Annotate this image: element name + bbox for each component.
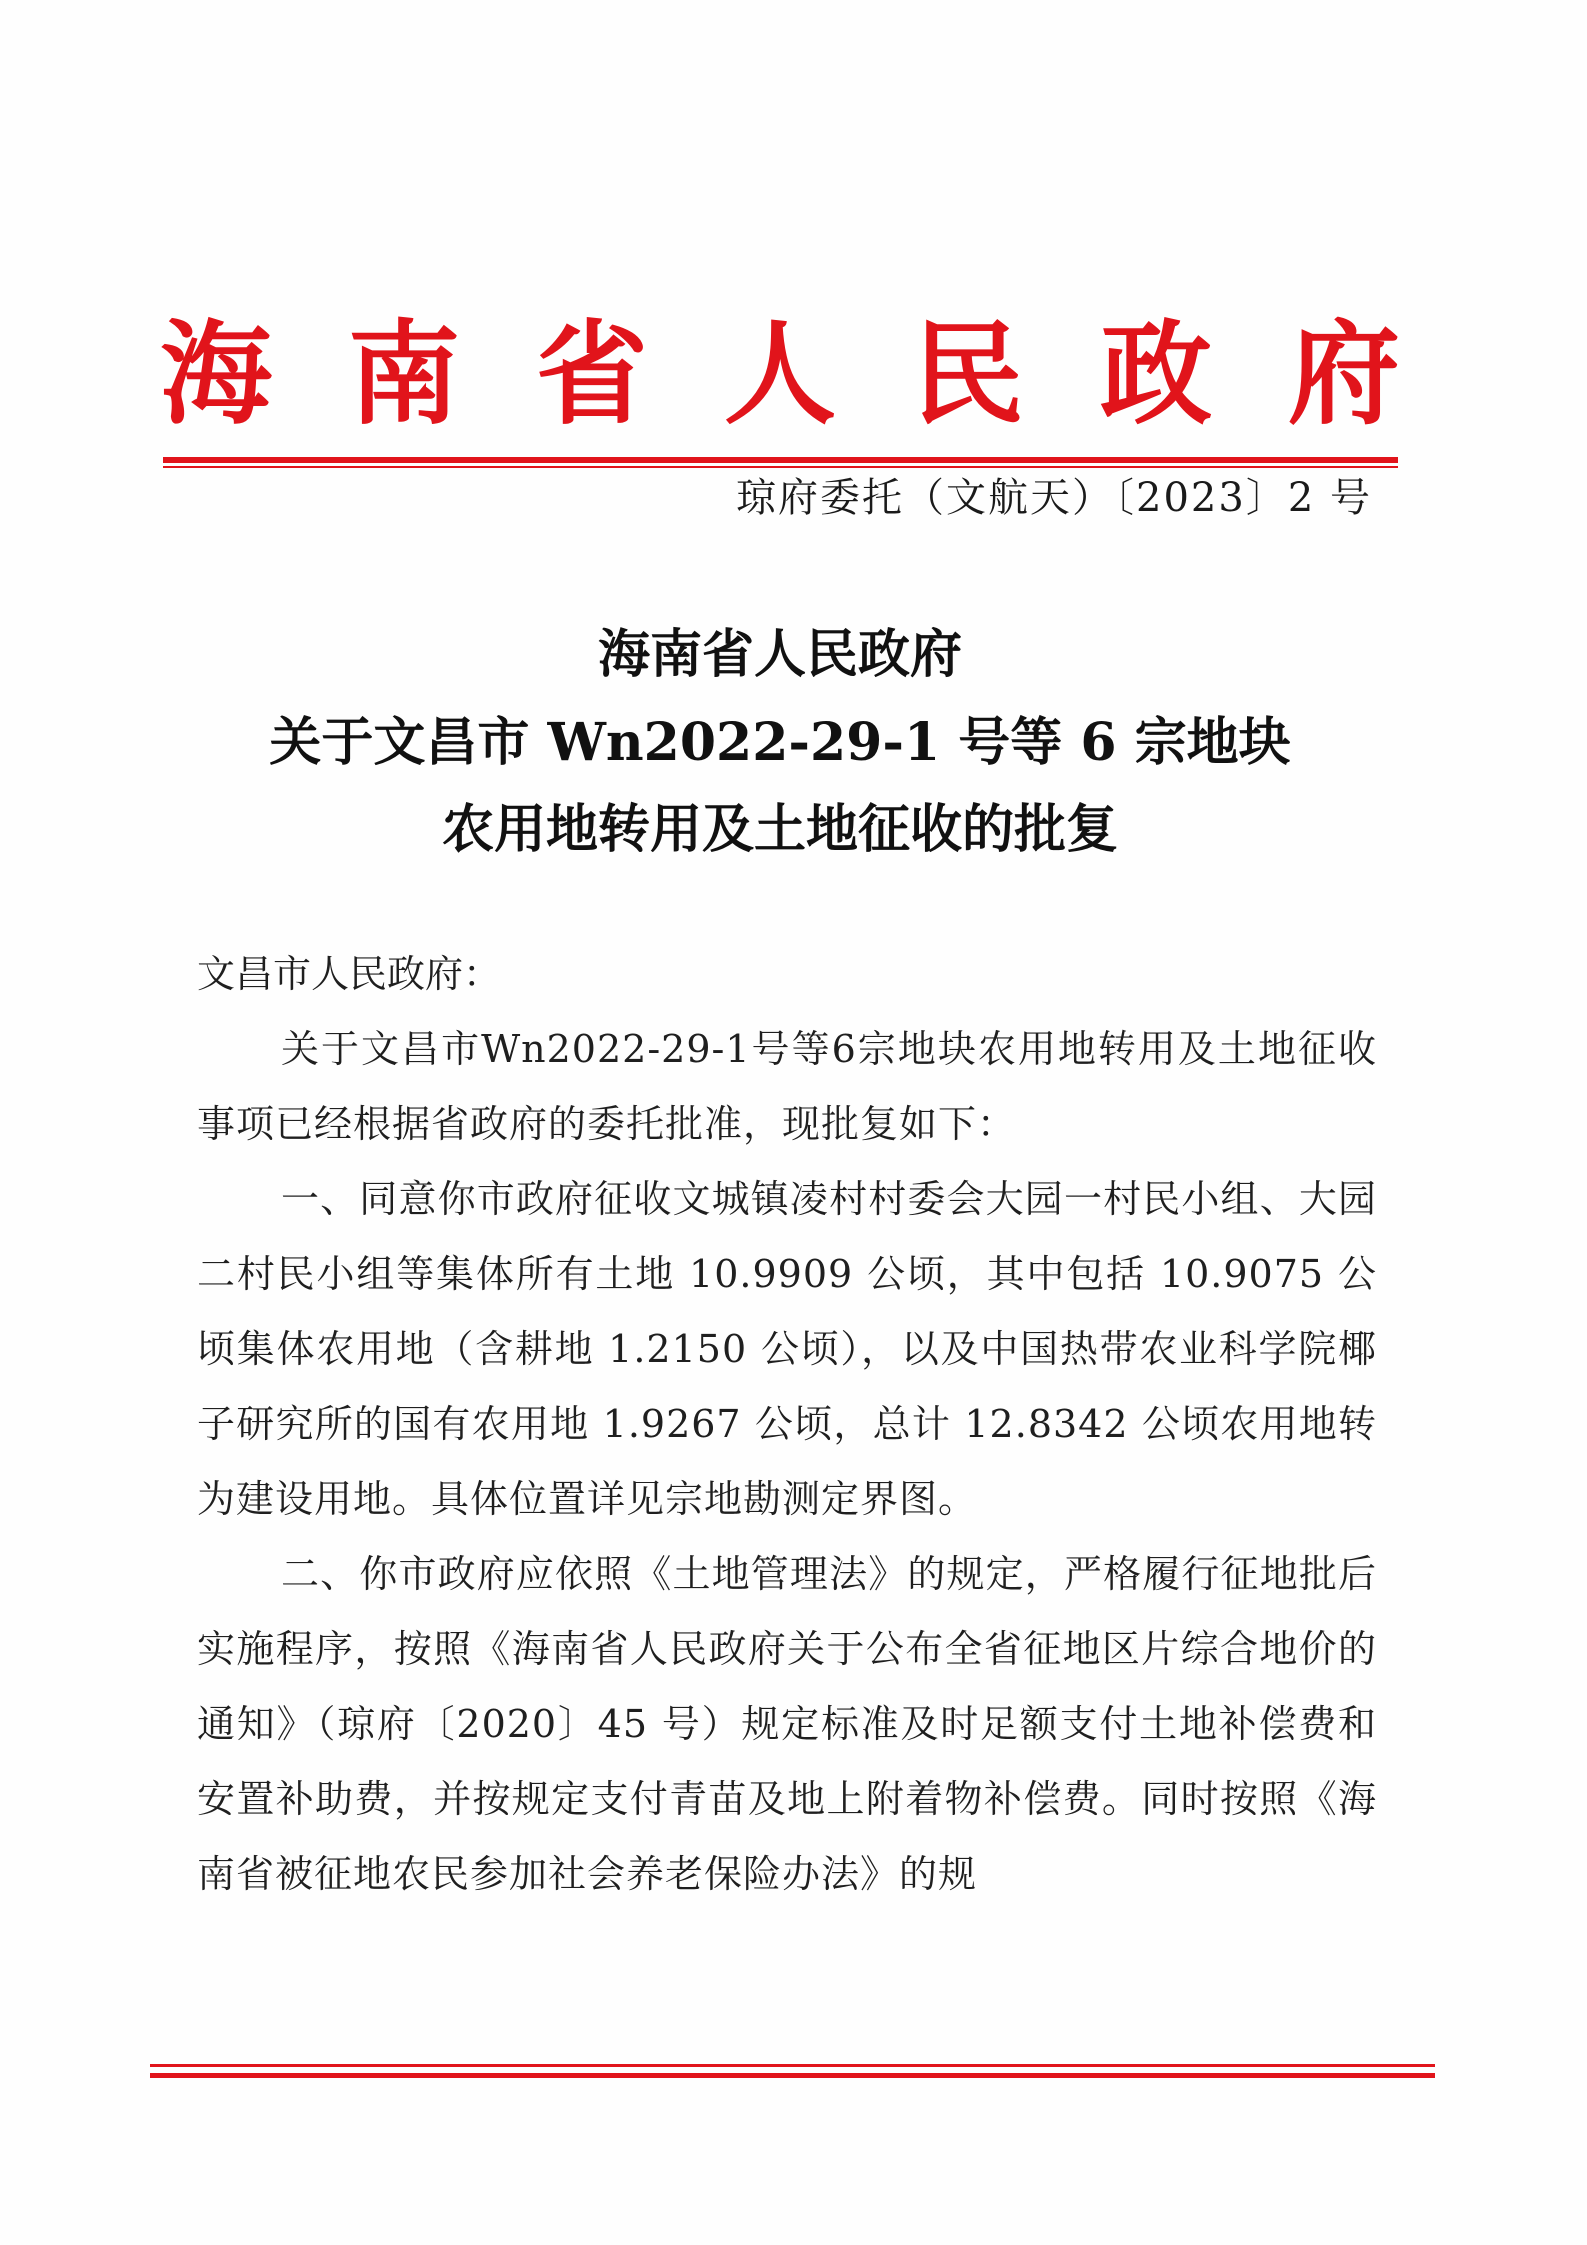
masthead-char: 南 xyxy=(348,310,460,440)
red-rule-top xyxy=(163,457,1398,463)
title-line-1: 海南省人民政府 xyxy=(597,624,962,685)
masthead-char: 人 xyxy=(724,310,836,440)
paragraph-item-2: 二、你市政府应依照《土地管理法》的规定，严格履行征地批后实施程序，按照《海南省人民政府关于公布全省征地区片综合地价的通知》（琼府〔2020〕45 号）规定标准及时足额支付土地补偿费和安置补助费，并按规定支付青苗及地上附着物补偿费。同时按照《海南省被征地农民参加社会养老保险办法》的规 xyxy=(197,1552,1377,1896)
title-line-3: 农用地转用及土地征收的批复 xyxy=(441,799,1118,860)
salutation: 文昌市人民政府： xyxy=(197,952,502,996)
masthead-char: 民 xyxy=(912,310,1024,440)
masthead-char: 省 xyxy=(536,310,648,440)
red-rule-bottom xyxy=(150,2073,1435,2078)
document-number: 琼府委托（文航天）〔2023〕2 号 xyxy=(736,475,1372,521)
masthead-char: 海 xyxy=(160,310,272,440)
paragraph-intro: 关于文昌市Wn2022-29-1号等6宗地块农用地转用及土地征收事项已经根据省政府的委托批准，现批复如下： xyxy=(197,1027,1377,1146)
title-line-2: 关于文昌市 Wn2022-29-1 号等 6 宗地块 xyxy=(269,712,1291,773)
masthead xyxy=(160,300,1400,450)
document-body xyxy=(197,1012,1377,1912)
masthead-char: 政 xyxy=(1100,310,1212,440)
red-rule-bottom-thin xyxy=(150,2064,1435,2067)
paragraph-item-1: 一、同意你市政府征收文城镇凌村村委会大园一村民小组、大园二村民小组等集体所有土地 10.9909 公顷，其中包括 10.9075 公顷集体农用地（含耕地 1.2150 公顷），以及中国热带农业科学院椰子研究所的国有农用地 1.9267 公顷，总计 12.8342 公顷农用地转为建设用地。具体位置详见宗地勘测定界图。 xyxy=(197,1177,1377,1521)
masthead-char: 府 xyxy=(1288,310,1400,440)
